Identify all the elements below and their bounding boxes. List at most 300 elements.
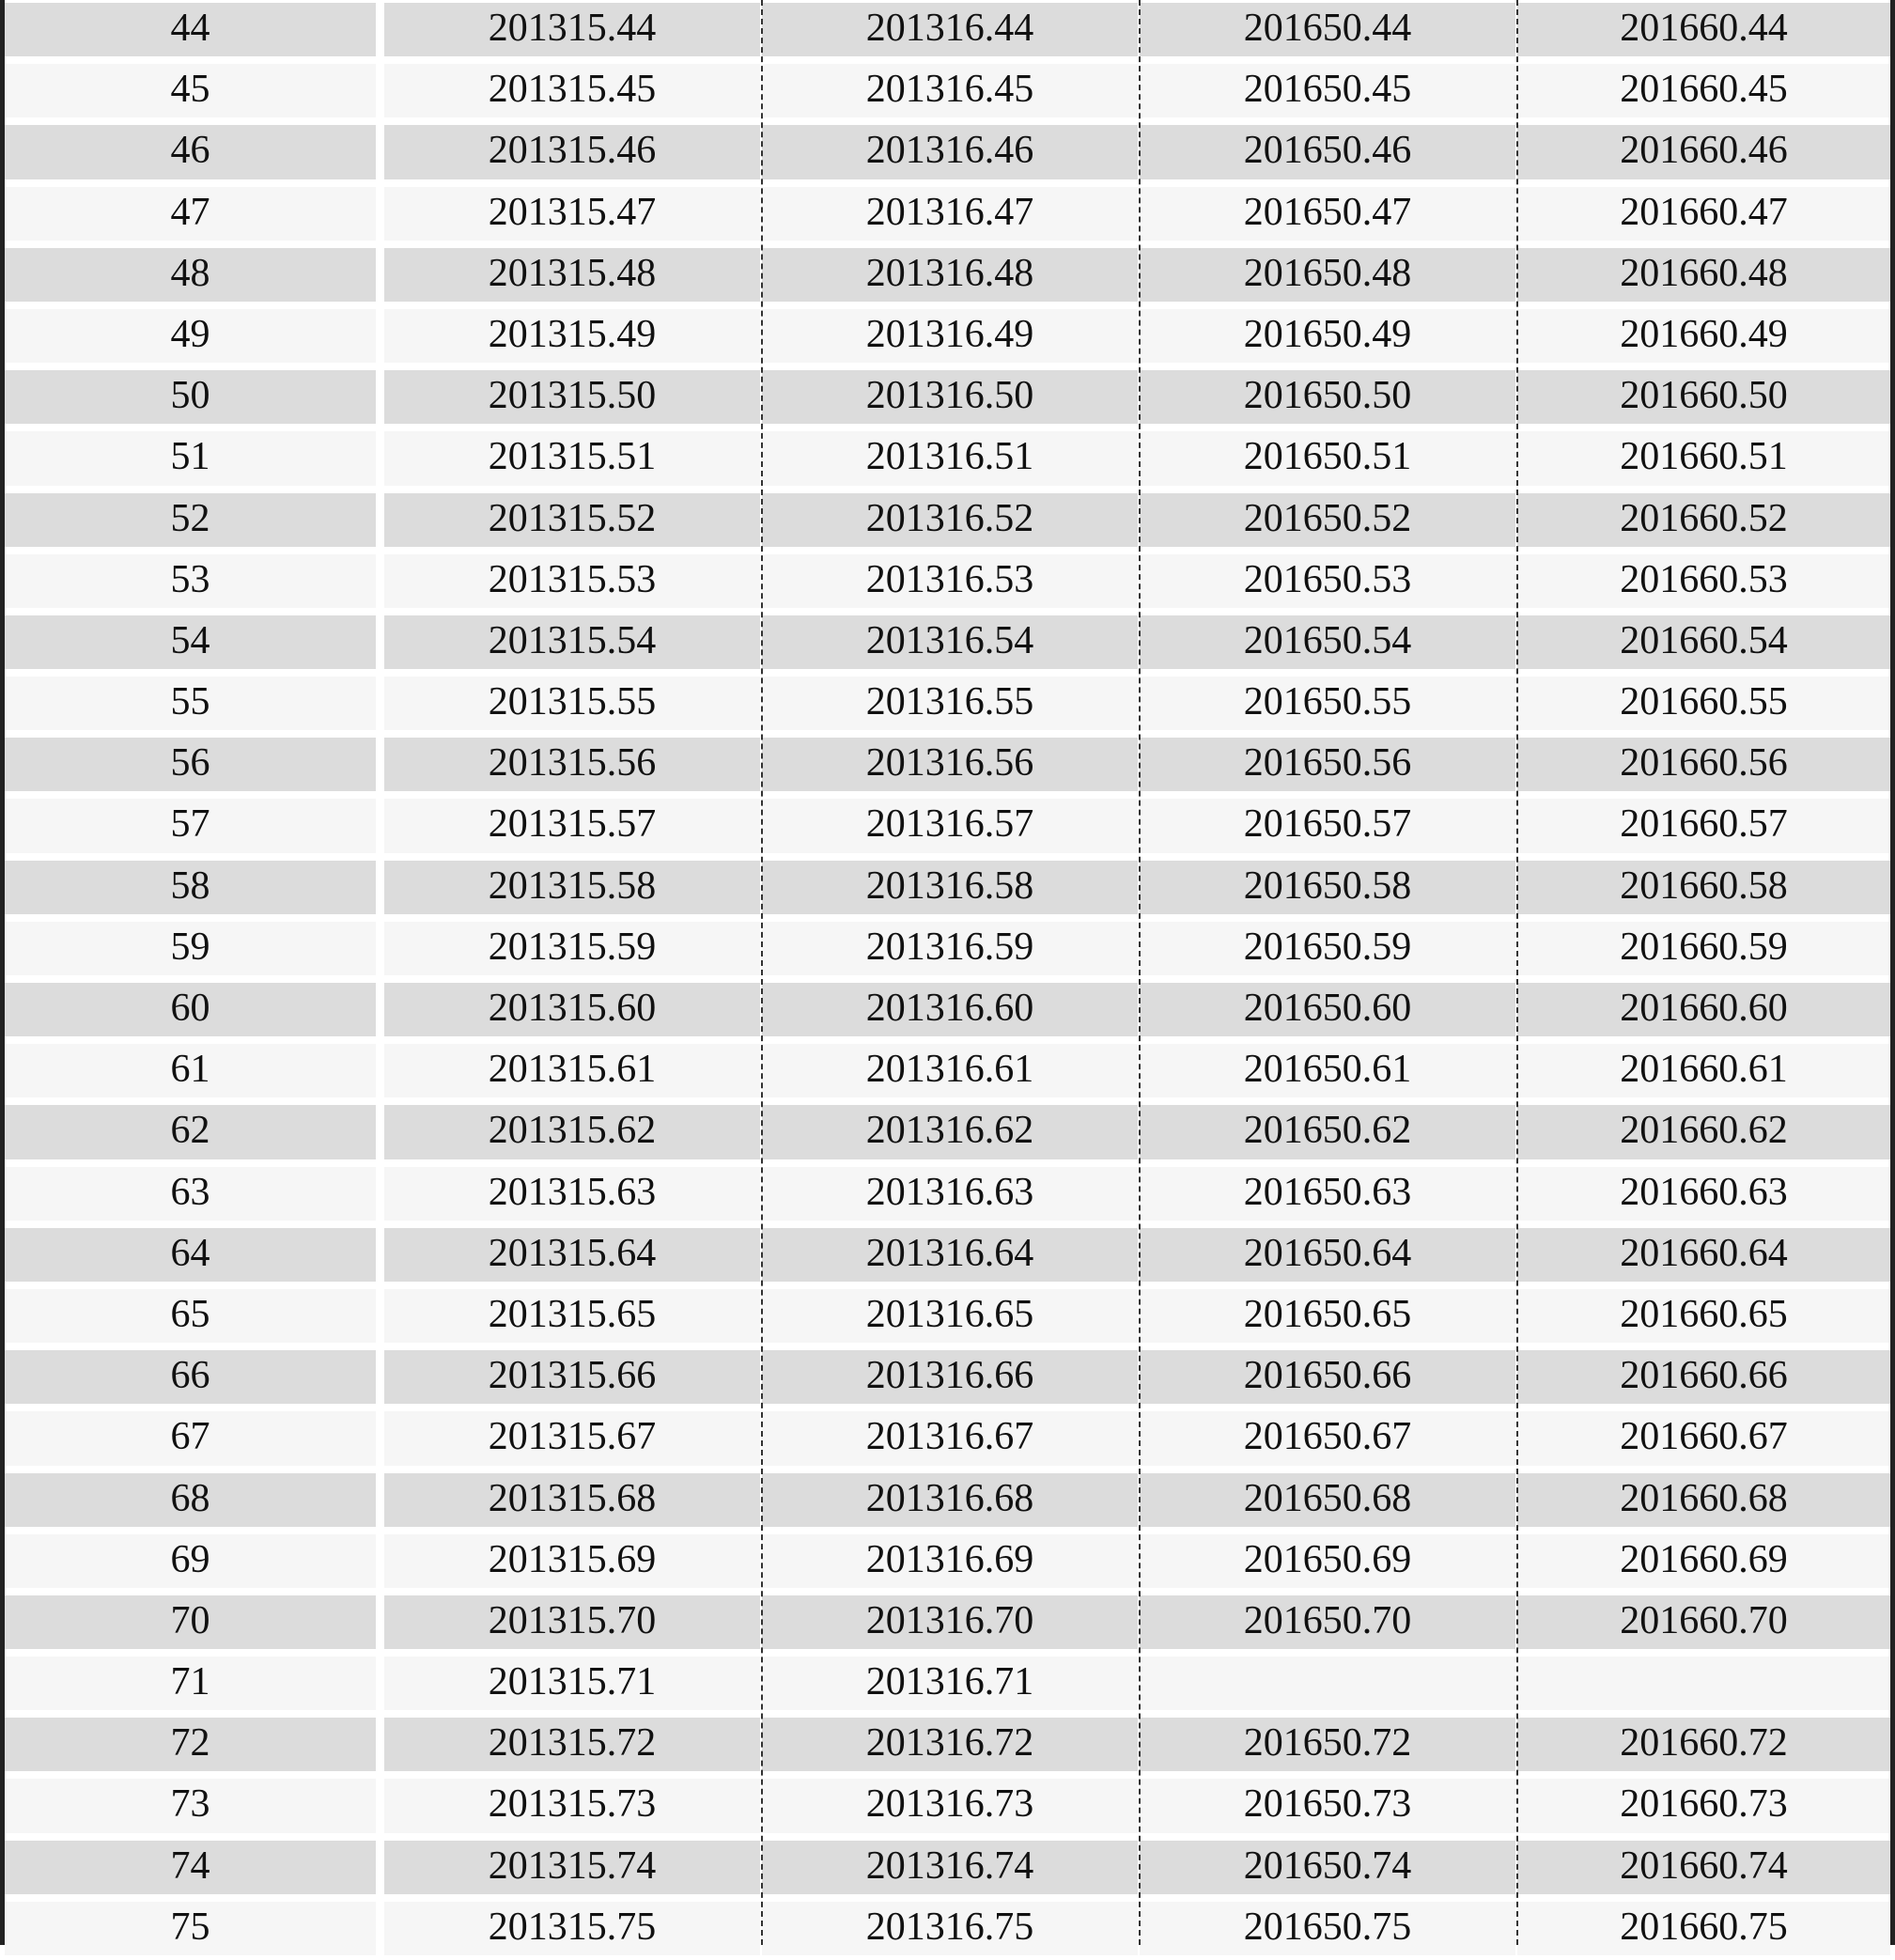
row-index-cell xyxy=(5,490,376,552)
value-cell xyxy=(1140,674,1515,735)
cell-text: 59 xyxy=(170,925,210,969)
value-cell xyxy=(762,1776,1138,1837)
value-cell xyxy=(1140,1041,1515,1102)
cell-text: 201660.74 xyxy=(1620,1843,1788,1888)
row-index-cell xyxy=(5,1041,376,1102)
cell-text: 201315.69 xyxy=(488,1537,657,1581)
value-cell xyxy=(1517,245,1890,306)
cell-text: 201315.72 xyxy=(488,1721,657,1766)
cell-text: 201315.61 xyxy=(488,1048,657,1092)
cell-text: 60 xyxy=(170,987,210,1030)
row-index-cell xyxy=(5,61,376,122)
cell-text: 201316.59 xyxy=(865,925,1034,969)
table-row xyxy=(5,1776,1890,1837)
cell-text: 201660.57 xyxy=(1620,802,1788,847)
cell-text: 201316.66 xyxy=(865,1354,1034,1398)
cell-text: 72 xyxy=(170,1721,210,1766)
table-row xyxy=(5,428,1890,490)
cell-text: 201660.47 xyxy=(1620,190,1788,234)
cell-text: 201650.54 xyxy=(1243,618,1412,662)
cell-text: 201316.44 xyxy=(865,7,1034,50)
table-row xyxy=(5,674,1890,735)
value-cell xyxy=(762,1408,1138,1470)
cell-text: 201650.50 xyxy=(1243,374,1412,418)
value-cell xyxy=(384,490,760,552)
cell-text: 63 xyxy=(170,1170,210,1214)
value-cell xyxy=(384,367,760,428)
cell-text: 56 xyxy=(170,741,210,786)
cell-text: 201316.48 xyxy=(865,251,1034,295)
cell-text: 201650.52 xyxy=(1243,496,1412,540)
cell-text: 201315.73 xyxy=(488,1782,657,1827)
cell-text: 201315.75 xyxy=(488,1905,657,1949)
value-cell xyxy=(1517,0,1890,61)
cell-text: 66 xyxy=(170,1354,210,1398)
cell-text: 55 xyxy=(170,680,210,724)
value-cell xyxy=(1140,122,1515,183)
cell-text: 62 xyxy=(170,1109,210,1153)
cell-text: 201650.69 xyxy=(1243,1537,1412,1581)
table-row xyxy=(5,1102,1890,1163)
cell-text: 201315.51 xyxy=(488,435,657,479)
cell-text: 201650.65 xyxy=(1243,1292,1412,1336)
cell-text: 201316.51 xyxy=(865,435,1034,479)
value-cell xyxy=(384,428,760,490)
cell-text: 201316.46 xyxy=(865,129,1034,173)
value-cell xyxy=(1517,980,1890,1041)
table-row xyxy=(5,1408,1890,1470)
value-cell xyxy=(1517,735,1890,796)
table-row xyxy=(5,0,1890,61)
cell-text: 201316.69 xyxy=(865,1537,1034,1581)
cell-text: 201660.52 xyxy=(1620,496,1788,540)
table-row xyxy=(5,1041,1890,1102)
cell-text: 201316.68 xyxy=(865,1476,1034,1520)
cell-text: 201315.57 xyxy=(488,802,657,847)
cell-text: 201650.63 xyxy=(1243,1170,1412,1214)
cell-text: 74 xyxy=(170,1843,210,1888)
table-row xyxy=(5,1715,1890,1776)
value-cell xyxy=(1140,980,1515,1041)
cell-text: 201315.71 xyxy=(488,1660,657,1704)
table-row xyxy=(5,122,1890,183)
column-separator xyxy=(761,0,763,1945)
cell-background xyxy=(1140,1657,1515,1710)
cell-text: 201660.49 xyxy=(1620,312,1788,356)
cell-text: 201660.75 xyxy=(1620,1905,1788,1949)
value-cell xyxy=(1517,1899,1890,1960)
value-cell xyxy=(762,1532,1138,1593)
table-row xyxy=(5,1593,1890,1654)
table-row xyxy=(5,858,1890,919)
value-cell xyxy=(762,796,1138,857)
cell-text: 201650.48 xyxy=(1243,251,1412,295)
cell-text: 201315.65 xyxy=(488,1292,657,1336)
value-cell xyxy=(1517,1470,1890,1532)
cell-text: 201316.72 xyxy=(865,1721,1034,1766)
cell-text: 201660.46 xyxy=(1620,129,1788,173)
value-cell xyxy=(384,1102,760,1163)
cell-text: 201315.45 xyxy=(488,68,657,112)
cell-text: 201660.69 xyxy=(1620,1537,1788,1581)
cell-text: 201650.47 xyxy=(1243,190,1412,234)
value-cell xyxy=(762,1347,1138,1408)
cell-text: 201650.56 xyxy=(1243,741,1412,786)
cell-text: 201315.62 xyxy=(488,1109,657,1153)
cell-text: 201315.53 xyxy=(488,557,657,601)
value-cell xyxy=(1140,919,1515,980)
cell-text: 201316.64 xyxy=(865,1231,1034,1275)
cell-text: 201315.63 xyxy=(488,1170,657,1214)
cell-text: 201650.68 xyxy=(1243,1476,1412,1520)
value-cell xyxy=(1140,245,1515,306)
value-cell xyxy=(384,1470,760,1532)
row-index-cell xyxy=(5,367,376,428)
row-index-cell xyxy=(5,1532,376,1593)
cell-text: 201315.54 xyxy=(488,618,657,662)
cell-text: 51 xyxy=(170,435,210,479)
value-cell xyxy=(1140,1286,1515,1347)
value-cell xyxy=(1517,552,1890,613)
value-cell xyxy=(762,1654,1138,1715)
cell-text: 201315.56 xyxy=(488,741,657,786)
cell-text: 201316.63 xyxy=(865,1170,1034,1214)
row-index-cell xyxy=(5,1286,376,1347)
cell-text: 201315.67 xyxy=(488,1415,657,1459)
cell-text: 201315.52 xyxy=(488,496,657,540)
value-cell xyxy=(762,1838,1138,1899)
value-cell xyxy=(762,1164,1138,1225)
table-row xyxy=(5,735,1890,796)
value-cell xyxy=(384,122,760,183)
table-row xyxy=(5,367,1890,428)
value-cell xyxy=(1517,919,1890,980)
value-cell xyxy=(384,1347,760,1408)
value-cell xyxy=(1140,428,1515,490)
cell-text: 201650.60 xyxy=(1243,987,1412,1030)
value-cell xyxy=(384,0,760,61)
value-cell xyxy=(762,613,1138,674)
value-cell xyxy=(1140,61,1515,122)
value-cell xyxy=(1140,184,1515,245)
cell-text: 201650.46 xyxy=(1243,129,1412,173)
cell-text: 70 xyxy=(170,1598,210,1642)
value-cell xyxy=(762,367,1138,428)
cell-text: 201316.58 xyxy=(865,863,1034,908)
cell-text: 65 xyxy=(170,1292,210,1336)
value-cell xyxy=(384,674,760,735)
cell-text: 201650.72 xyxy=(1243,1721,1412,1766)
value-cell xyxy=(762,1715,1138,1776)
table-row xyxy=(5,1225,1890,1286)
data-table xyxy=(5,0,1890,1960)
value-cell xyxy=(1140,1225,1515,1286)
value-cell xyxy=(1517,613,1890,674)
cell-text: 201660.59 xyxy=(1620,925,1788,969)
value-cell xyxy=(762,858,1138,919)
value-cell xyxy=(384,1532,760,1593)
value-cell xyxy=(1517,184,1890,245)
cell-text: 201650.45 xyxy=(1243,68,1412,112)
cell-text: 201315.58 xyxy=(488,863,657,908)
cell-text: 61 xyxy=(170,1048,210,1092)
value-cell xyxy=(1140,1776,1515,1837)
value-cell xyxy=(762,245,1138,306)
cell-text: 46 xyxy=(170,129,210,173)
cell-text: 201650.66 xyxy=(1243,1354,1412,1398)
cell-text: 58 xyxy=(170,863,210,908)
cell-text: 201316.45 xyxy=(865,68,1034,112)
cell-text: 201316.65 xyxy=(865,1292,1034,1336)
cell-text: 47 xyxy=(170,190,210,234)
value-cell xyxy=(762,0,1138,61)
value-cell xyxy=(762,1899,1138,1960)
cell-text: 68 xyxy=(170,1476,210,1520)
value-cell xyxy=(1517,61,1890,122)
value-cell xyxy=(1517,674,1890,735)
cell-text: 201315.70 xyxy=(488,1598,657,1642)
row-index-cell xyxy=(5,1838,376,1899)
table-row xyxy=(5,1532,1890,1593)
value-cell xyxy=(1517,1102,1890,1163)
cell-text: 54 xyxy=(170,618,210,662)
cell-text: 201315.49 xyxy=(488,312,657,356)
column-separator xyxy=(1516,0,1518,1945)
cell-text: 201660.44 xyxy=(1620,7,1788,50)
value-cell xyxy=(1140,1164,1515,1225)
value-cell xyxy=(1517,428,1890,490)
value-cell xyxy=(384,1286,760,1347)
value-cell xyxy=(762,980,1138,1041)
value-cell xyxy=(1517,306,1890,367)
value-cell xyxy=(384,184,760,245)
row-index-cell xyxy=(5,796,376,857)
cell-text: 201650.57 xyxy=(1243,802,1412,847)
cell-text: 201660.63 xyxy=(1620,1170,1788,1214)
value-cell xyxy=(1517,1347,1890,1408)
value-cell xyxy=(1140,552,1515,613)
value-cell xyxy=(1140,796,1515,857)
value-cell xyxy=(1517,1164,1890,1225)
cell-text: 201650.44 xyxy=(1243,7,1412,50)
cell-background xyxy=(1517,1657,1890,1710)
value-cell xyxy=(1140,490,1515,552)
value-cell xyxy=(1140,1532,1515,1593)
value-cell xyxy=(1517,1654,1890,1715)
value-cell xyxy=(384,1776,760,1837)
table-right-border xyxy=(1890,0,1895,1945)
table-row xyxy=(5,552,1890,613)
value-cell xyxy=(384,1041,760,1102)
cell-text: 201660.73 xyxy=(1620,1782,1788,1827)
value-cell xyxy=(384,306,760,367)
cell-text: 201316.75 xyxy=(865,1905,1034,1949)
cell-text: 201660.56 xyxy=(1620,741,1788,786)
value-cell xyxy=(762,735,1138,796)
cell-text: 201315.48 xyxy=(488,251,657,295)
cell-text: 44 xyxy=(170,7,210,50)
cell-text: 201315.44 xyxy=(488,7,657,50)
value-cell xyxy=(762,674,1138,735)
cell-text: 69 xyxy=(170,1537,210,1581)
value-cell xyxy=(1140,1408,1515,1470)
value-cell xyxy=(384,1838,760,1899)
row-index-cell xyxy=(5,1899,376,1960)
row-index-cell xyxy=(5,613,376,674)
value-cell xyxy=(762,61,1138,122)
cell-text: 50 xyxy=(170,374,210,418)
value-cell xyxy=(384,552,760,613)
value-cell xyxy=(762,919,1138,980)
table-row xyxy=(5,245,1890,306)
value-cell xyxy=(384,796,760,857)
row-index-cell xyxy=(5,1164,376,1225)
value-cell xyxy=(1517,1225,1890,1286)
value-cell xyxy=(1140,1654,1515,1715)
cell-text: 201660.48 xyxy=(1620,251,1788,295)
value-cell xyxy=(1140,1593,1515,1654)
cell-text: 201660.55 xyxy=(1620,680,1788,724)
value-cell xyxy=(384,1593,760,1654)
table-row xyxy=(5,796,1890,857)
row-index-cell xyxy=(5,858,376,919)
value-cell xyxy=(762,1225,1138,1286)
table-row xyxy=(5,1347,1890,1408)
cell-text: 71 xyxy=(170,1660,210,1704)
value-cell xyxy=(384,1654,760,1715)
value-cell xyxy=(762,552,1138,613)
row-index-cell xyxy=(5,245,376,306)
row-index-cell xyxy=(5,1225,376,1286)
cell-text: 201660.61 xyxy=(1620,1048,1788,1092)
value-cell xyxy=(1140,735,1515,796)
value-cell xyxy=(1517,858,1890,919)
cell-text: 201316.71 xyxy=(865,1660,1034,1704)
value-cell xyxy=(384,735,760,796)
value-cell xyxy=(1517,1408,1890,1470)
cell-text: 201650.53 xyxy=(1243,557,1412,601)
table-row xyxy=(5,61,1890,122)
row-index-cell xyxy=(5,428,376,490)
cell-text: 201660.66 xyxy=(1620,1354,1788,1398)
cell-text: 49 xyxy=(170,312,210,356)
value-cell xyxy=(1140,367,1515,428)
table-row xyxy=(5,1470,1890,1532)
value-cell xyxy=(384,1225,760,1286)
cell-text: 201315.59 xyxy=(488,925,657,969)
value-cell xyxy=(1140,1838,1515,1899)
value-cell xyxy=(1517,1286,1890,1347)
value-cell xyxy=(384,1715,760,1776)
cell-text: 48 xyxy=(170,251,210,295)
value-cell xyxy=(1517,1532,1890,1593)
value-cell xyxy=(762,184,1138,245)
cell-text: 201660.58 xyxy=(1620,863,1788,908)
row-index-cell xyxy=(5,122,376,183)
value-cell xyxy=(384,980,760,1041)
cell-text: 201660.50 xyxy=(1620,374,1788,418)
value-cell xyxy=(1517,1838,1890,1899)
value-cell xyxy=(1517,1593,1890,1654)
cell-text: 201660.62 xyxy=(1620,1109,1788,1153)
cell-text: 201315.74 xyxy=(488,1843,657,1888)
cell-text: 201660.45 xyxy=(1620,68,1788,112)
row-index-cell xyxy=(5,1470,376,1532)
cell-text: 201650.74 xyxy=(1243,1843,1412,1888)
row-index-cell xyxy=(5,1654,376,1715)
value-cell xyxy=(762,1593,1138,1654)
row-index-cell xyxy=(5,735,376,796)
cell-text: 67 xyxy=(170,1415,210,1459)
value-cell xyxy=(1140,1102,1515,1163)
value-cell xyxy=(762,1041,1138,1102)
cell-text: 52 xyxy=(170,496,210,540)
cell-text: 201316.57 xyxy=(865,802,1034,847)
value-cell xyxy=(384,61,760,122)
cell-text: 201660.72 xyxy=(1620,1721,1788,1766)
cell-text: 64 xyxy=(170,1231,210,1275)
table-row xyxy=(5,1899,1890,1960)
cell-text: 201660.60 xyxy=(1620,987,1788,1030)
value-cell xyxy=(762,428,1138,490)
column-separator xyxy=(1139,0,1141,1945)
cell-text: 201660.67 xyxy=(1620,1415,1788,1459)
table-row xyxy=(5,919,1890,980)
cell-text: 73 xyxy=(170,1782,210,1827)
value-cell xyxy=(384,1164,760,1225)
value-cell xyxy=(1140,858,1515,919)
cell-text: 201650.61 xyxy=(1243,1048,1412,1092)
cell-text: 201315.64 xyxy=(488,1231,657,1275)
row-index-cell xyxy=(5,980,376,1041)
cell-text: 201650.64 xyxy=(1243,1231,1412,1275)
cell-text: 201315.66 xyxy=(488,1354,657,1398)
value-cell xyxy=(384,1899,760,1960)
cell-text: 201650.67 xyxy=(1243,1415,1412,1459)
table-row xyxy=(5,613,1890,674)
cell-text: 201660.53 xyxy=(1620,557,1788,601)
row-index-cell xyxy=(5,674,376,735)
value-cell xyxy=(1140,0,1515,61)
cell-text: 201316.60 xyxy=(865,987,1034,1030)
row-index-cell xyxy=(5,306,376,367)
value-cell xyxy=(1140,1715,1515,1776)
value-cell xyxy=(1140,1347,1515,1408)
cell-text: 201660.51 xyxy=(1620,435,1788,479)
row-index-cell xyxy=(5,1347,376,1408)
cell-text: 201315.47 xyxy=(488,190,657,234)
cell-text: 201316.49 xyxy=(865,312,1034,356)
cell-text: 201316.70 xyxy=(865,1598,1034,1642)
cell-text: 201315.46 xyxy=(488,129,657,173)
cell-text: 53 xyxy=(170,557,210,601)
cell-text: 45 xyxy=(170,68,210,112)
cell-text: 201650.59 xyxy=(1243,925,1412,969)
value-cell xyxy=(762,1286,1138,1347)
value-cell xyxy=(1517,1041,1890,1102)
row-index-cell xyxy=(5,184,376,245)
cell-text: 201650.73 xyxy=(1243,1782,1412,1827)
cell-text: 201315.68 xyxy=(488,1476,657,1520)
row-index-cell xyxy=(5,552,376,613)
value-cell xyxy=(1517,367,1890,428)
value-cell xyxy=(384,919,760,980)
row-index-cell xyxy=(5,1102,376,1163)
row-index-cell xyxy=(5,0,376,61)
cell-text: 201660.64 xyxy=(1620,1231,1788,1275)
cell-text: 201316.67 xyxy=(865,1415,1034,1459)
cell-text: 201316.53 xyxy=(865,557,1034,601)
